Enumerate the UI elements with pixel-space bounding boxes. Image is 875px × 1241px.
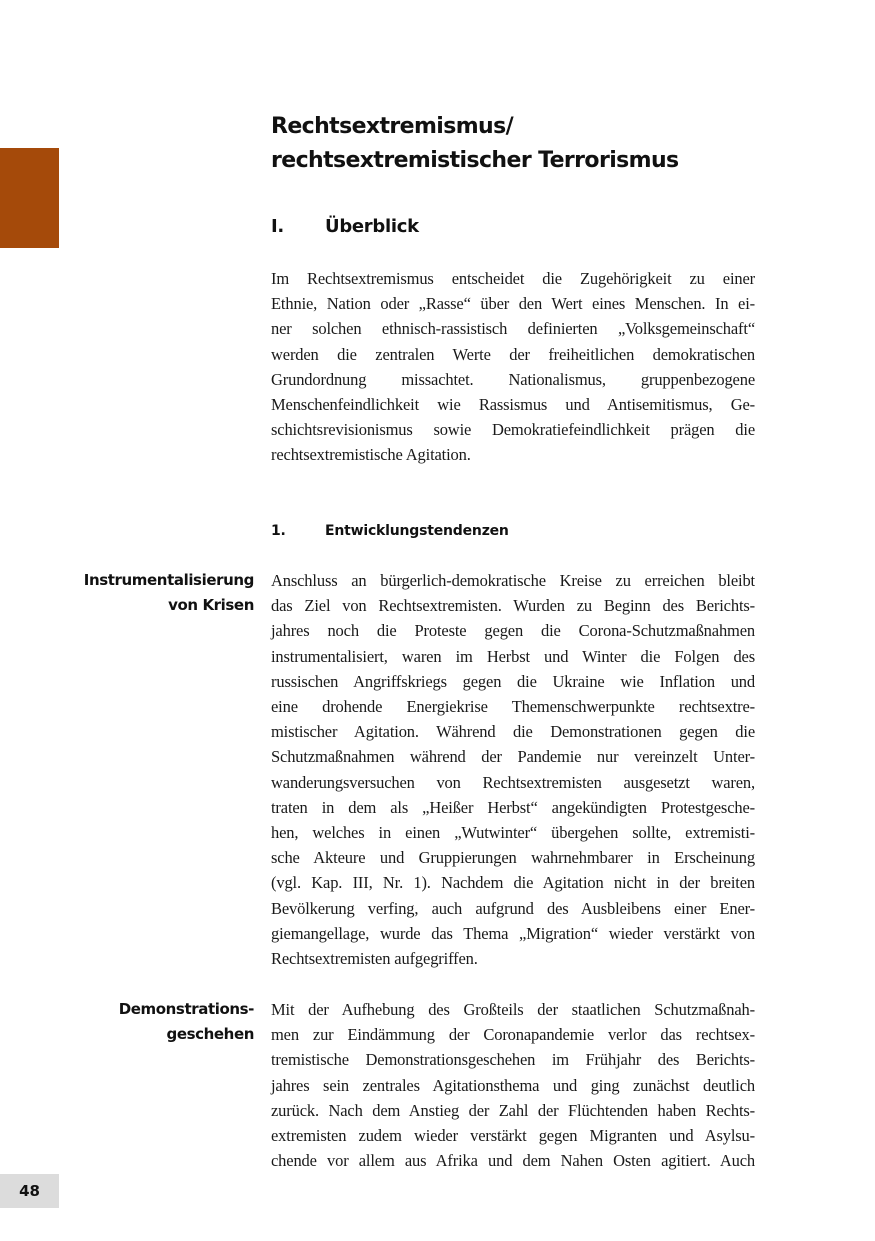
- text-line: Schutzmaßnahmen während der Pandemie nur vereinzelt Unter-: [271, 747, 755, 767]
- text-line: giemangellage, wurde das Thema „Migration“ wieder verstärkt von: [271, 923, 755, 943]
- text-line: extremisten zudem wieder verstärkt gegen Migranten und Asylsu-: [271, 1126, 755, 1146]
- text-line: mistischer Agitation. Während die Demonstrationen gegen die: [271, 722, 755, 742]
- section-title: Überblick: [325, 216, 419, 237]
- demonstrationen-paragraph: [271, 997, 755, 1173]
- text-line: Bevölkerung verfing, auch aufgrund des Ausbleibens einer Ener-: [271, 898, 755, 918]
- text-line: das Ziel von Rechtsextremisten. Wurden zu Beginn des Berichts-: [271, 596, 755, 616]
- text-line: zurück. Nach dem Anstieg der Zahl der Flüchtenden haben Rechts-: [271, 1100, 755, 1120]
- text-line: schichtsrevisionismus sowie Demokratiefeindlichkeit prägen die: [271, 420, 755, 440]
- margin-note-demonstrationen: [40, 997, 254, 1047]
- margin-note-line: von Krisen: [168, 596, 254, 615]
- text-line: chende vor allem aus Afrika und dem Nahen Osten agitiert. Auch: [271, 1151, 755, 1171]
- text-line: ner solchen ethnisch-rassistisch definierten „Volksgemeinschaft“: [271, 319, 755, 339]
- text-line: Rechtsextremisten aufgegriffen.: [271, 949, 478, 969]
- text-line: rechtsextremistische Agitation.: [271, 445, 471, 465]
- subsection-title: Entwicklungstendenzen: [325, 523, 509, 539]
- margin-note-line: Demonstrations-: [118, 1000, 254, 1018]
- chapter-color-tab: [0, 148, 59, 248]
- text-line: traten in dem als „Heißer Herbst“ angekündigten Protestgesche-: [271, 797, 755, 817]
- text-line: Ethnie, Nation oder „Rasse“ über den Wert eines Menschen. In ei-: [271, 294, 755, 314]
- text-line: instrumentalisiert, waren im Herbst und Winter die Folgen des: [271, 646, 755, 666]
- text-line: jahres sein zentrales Agitationsthema und ging zunächst deutlich: [271, 1075, 755, 1095]
- subsection-heading: [271, 521, 509, 541]
- text-line: werden die zentralen Werte der freiheitlichen demokratischen: [271, 344, 755, 364]
- krisen-paragraph: [271, 568, 755, 971]
- chapter-title: [271, 110, 751, 178]
- text-line: russischen Angriffskriegs gegen die Ukraine wie Inflation und: [271, 671, 755, 691]
- chapter-title-line: Rechtsextremismus/: [271, 114, 514, 139]
- text-line: tremistische Demonstrationsgeschehen im Frühjahr des Berichts-: [271, 1050, 755, 1070]
- section-heading: [271, 214, 419, 240]
- text-line: Menschenfeindlichkeit wie Rassismus und Antisemitismus, Ge-: [271, 395, 755, 415]
- text-line: sche Akteure und Gruppierungen wahrnehmbarer in Erscheinung: [271, 848, 755, 868]
- margin-note-line: geschehen: [166, 1025, 254, 1044]
- text-line: Anschluss an bürgerlich-demokratische Kreise zu erreichen bleibt: [271, 571, 755, 590]
- text-line: hen, welches in einen „Wutwinter“ übergehen sollte, extremisti-: [271, 823, 755, 843]
- text-line: eine drohende Energiekrise Themenschwerpunkte rechtsextre-: [271, 697, 755, 717]
- margin-note-line: Instrumentalisierung: [83, 571, 254, 589]
- text-line: Grundordnung missachtet. Nationalismus, gruppenbezogene: [271, 369, 755, 389]
- margin-note-krisen: [40, 568, 254, 618]
- text-line: wanderungsversuchen von Rechtsextremisten ausgesetzt waren,: [271, 772, 755, 792]
- chapter-title-line: rechtsextremistischer Terrorismus: [271, 148, 679, 173]
- text-line: Im Rechtsextremismus entscheidet die Zugehörigkeit zu einer: [271, 269, 755, 288]
- text-line: Mit der Aufhebung des Großteils der staatlichen Schutzmaßnah-: [271, 1000, 755, 1019]
- intro-paragraph: [271, 266, 755, 468]
- text-line: men zur Eindämmung der Coronapandemie verlor das rechtsex-: [271, 1025, 755, 1045]
- text-line: (vgl. Kap. III, Nr. 1). Nachdem die Agitation nicht in der breiten: [271, 873, 755, 893]
- subsection-number: 1.: [271, 523, 286, 539]
- page-number: 48: [0, 1174, 59, 1208]
- section-number: I.: [271, 216, 284, 237]
- text-line: jahres noch die Proteste gegen die Corona-Schutzmaßnahmen: [271, 621, 755, 641]
